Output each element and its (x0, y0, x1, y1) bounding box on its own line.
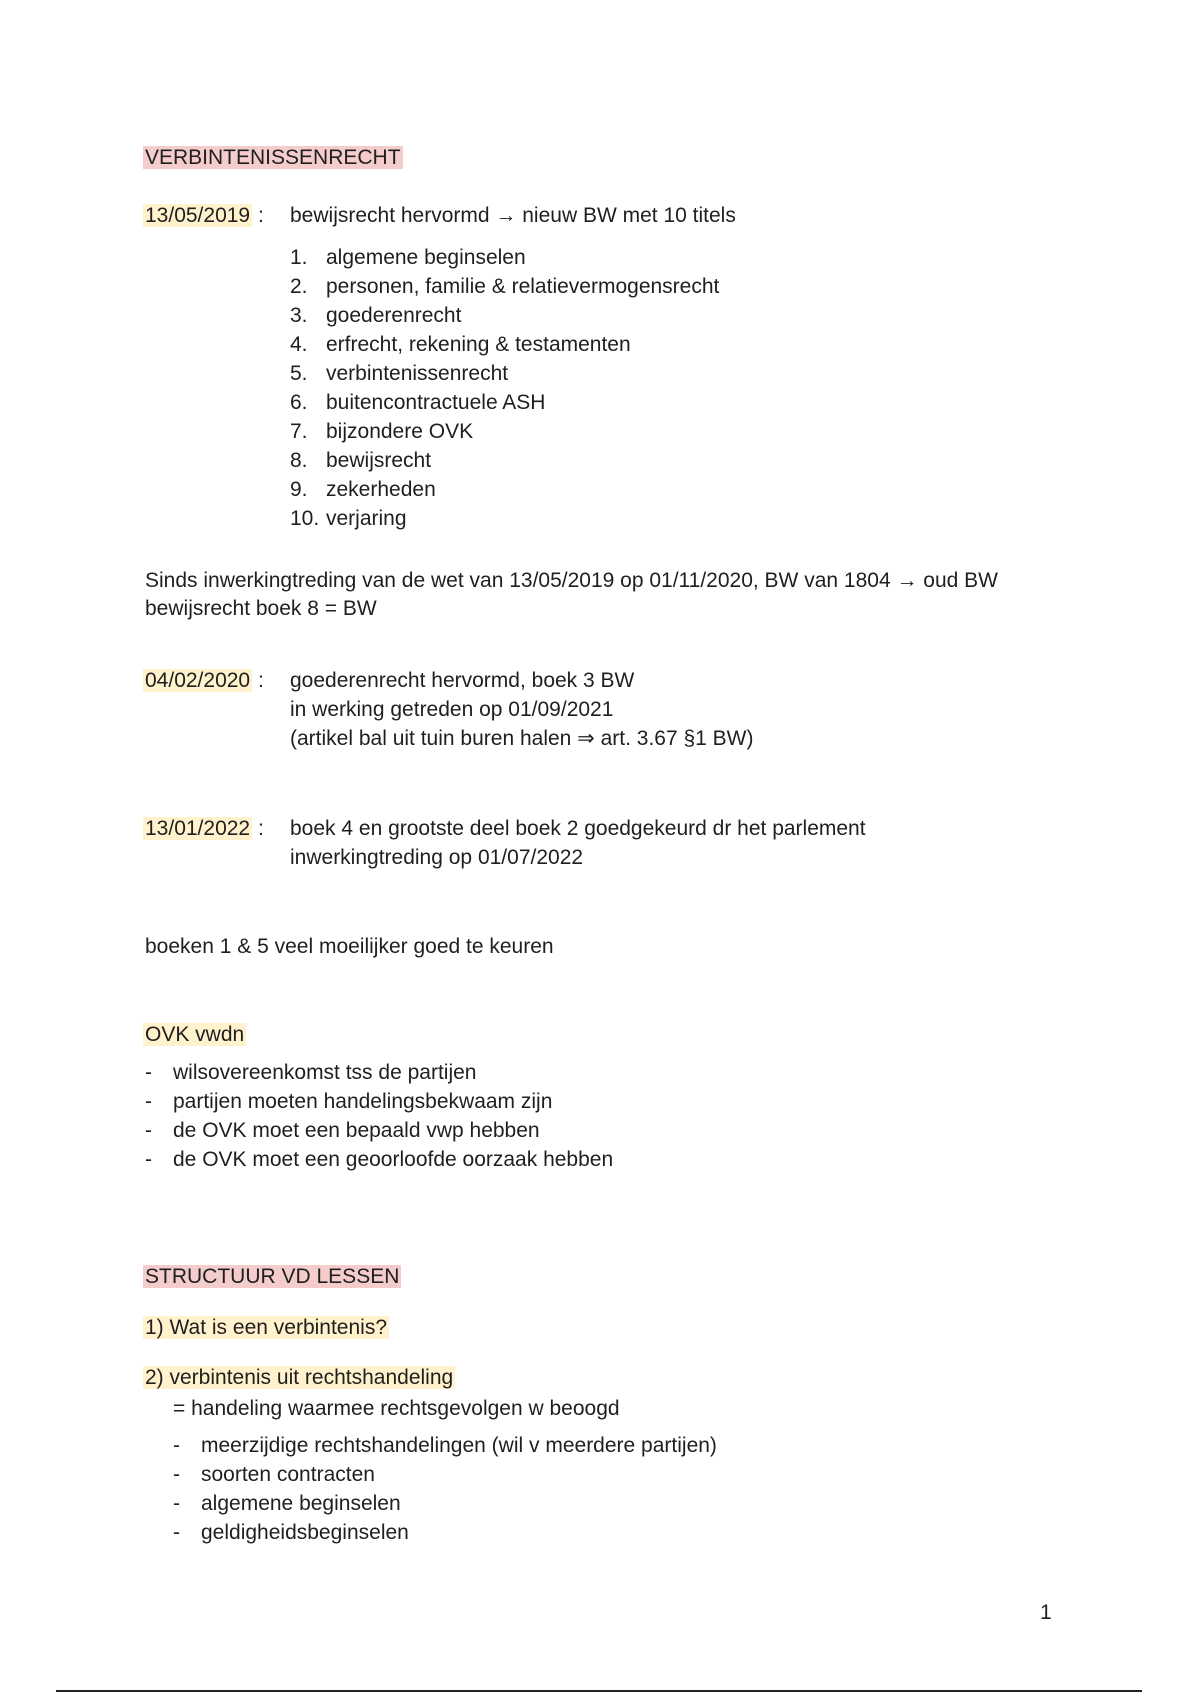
paragraph-inwerkingtreding-line2: bewijsrecht boek 8 = BW (145, 597, 377, 620)
ovk-heading: OVK vwdn (145, 1023, 245, 1046)
list-item: - wilsovereenkomst tss de partijen (145, 1061, 477, 1084)
list-item: - soorten contracten (173, 1463, 375, 1486)
paragraph-inwerkingtreding-line1: Sinds inwerkingtreding van de wet van 13/05/2019 op 01/11/2020, BW van 1804 → oud BW (145, 569, 998, 592)
list-item: - partijen moeten handelingsbekwaam zijn (145, 1090, 553, 1113)
list-item: 7. bijzondere OVK (290, 420, 474, 443)
entry-date-2: 04/02/2020 : (145, 669, 264, 692)
list-item: - de OVK moet een geoorloofde oorzaak hebben (145, 1148, 614, 1171)
list-item: - algemene beginselen (173, 1492, 401, 1515)
list-item: 9. zekerheden (290, 478, 436, 501)
section-heading-verbintenissenrecht: VERBINTENISSENRECHT (145, 146, 401, 169)
entry-text-1: bewijsrecht hervormd → nieuw BW met 10 titels (290, 204, 736, 227)
list-item: 10. verjaring (290, 507, 407, 530)
page-bottom-divider (56, 1690, 1142, 1692)
list-item: - de OVK moet een bepaald vwp hebben (145, 1119, 540, 1142)
entry2-line1: goederenrecht hervormd, boek 3 BW (290, 669, 635, 692)
structure-definition: = handeling waarmee rechtsgevolgen w beoogd (173, 1397, 620, 1420)
entry2-line3: (artikel bal uit tuin buren halen ⇒ art. 3.67 §1 BW) (290, 727, 754, 750)
entry3-line1: boek 4 en grootste deel boek 2 goedgekeurd dr het parlement (290, 817, 866, 840)
structure-question-1: 1) Wat is een verbintenis? (145, 1316, 388, 1339)
list-item: 1. algemene beginselen (290, 246, 526, 269)
list-item: 4. erfrecht, rekening & testamenten (290, 333, 631, 356)
list-item: 2. personen, familie & relatievermogensrecht (290, 275, 720, 298)
entry-date-1: 13/05/2019 : (145, 204, 264, 227)
list-item: 3. goederenrecht (290, 304, 462, 327)
list-item: - meerzijdige rechtshandelingen (wil v meerdere partijen) (173, 1434, 717, 1457)
entry3-line2: inwerkingtreding op 01/07/2022 (290, 846, 584, 869)
list-item: 5. verbintenissenrecht (290, 362, 509, 385)
entry2-line2: in werking getreden op 01/09/2021 (290, 698, 614, 721)
section-heading-structuur: STRUCTUUR VD LESSEN (145, 1265, 400, 1288)
paragraph-boeken: boeken 1 & 5 veel moeilijker goed te keuren (145, 935, 554, 958)
page-number: 1 (1040, 1601, 1052, 1624)
entry-date-3: 13/01/2022 : (145, 817, 264, 840)
structure-question-2: 2) verbintenis uit rechtshandeling (145, 1366, 454, 1389)
list-item: - geldigheidsbeginselen (173, 1521, 409, 1544)
list-item: 8. bewijsrecht (290, 449, 432, 472)
list-item: 6. buitencontractuele ASH (290, 391, 546, 414)
